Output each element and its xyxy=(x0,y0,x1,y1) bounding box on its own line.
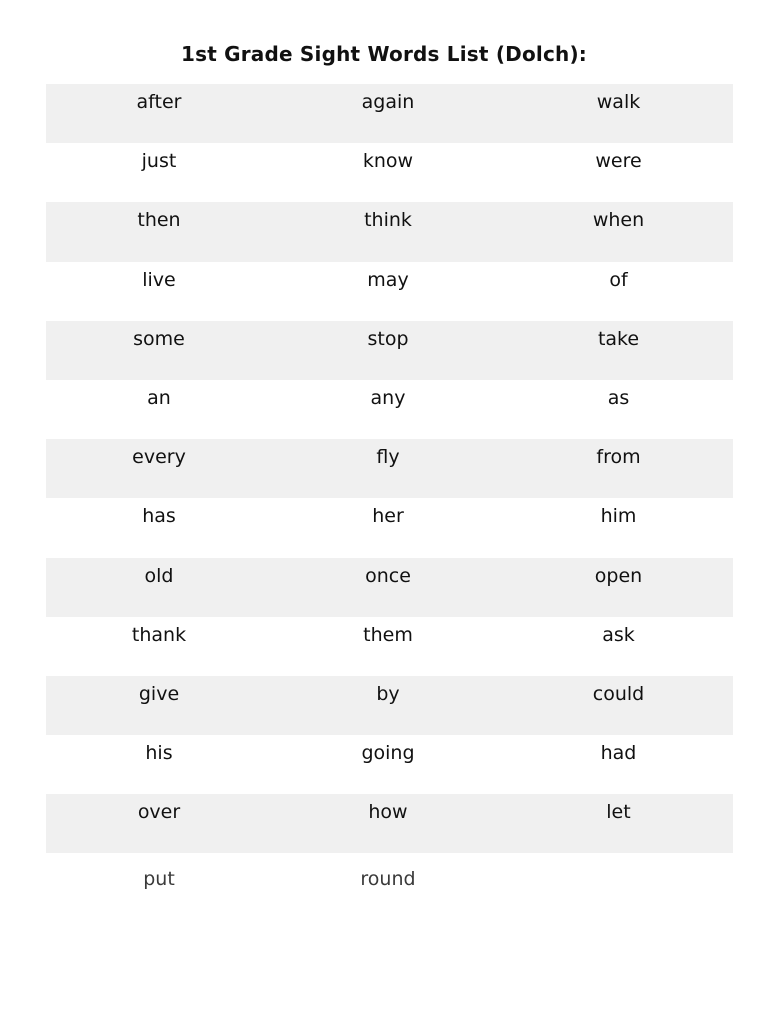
word-cell: thank xyxy=(131,623,187,646)
word-row xyxy=(46,735,733,794)
word-cell: every xyxy=(46,439,272,498)
word-cell: could xyxy=(504,676,733,735)
word-cell: then xyxy=(46,202,272,261)
word-row xyxy=(46,84,733,143)
word-cell: had xyxy=(600,742,637,765)
word-cell: may xyxy=(367,268,409,291)
word-row xyxy=(46,794,733,853)
word-cell: an xyxy=(147,386,171,409)
word-cell: by xyxy=(272,676,504,735)
word-cell: as xyxy=(607,386,630,409)
word-cell: how xyxy=(272,794,504,853)
word-cell: take xyxy=(504,321,733,380)
word-cell: fly xyxy=(272,439,504,498)
word-cell: walk xyxy=(504,84,733,143)
word-cell: her xyxy=(372,505,404,528)
word-cell: over xyxy=(46,794,272,853)
word-cell: give xyxy=(46,676,272,735)
word-cell: open xyxy=(504,558,733,617)
word-cell: put xyxy=(143,868,175,891)
word-row xyxy=(46,380,733,439)
word-cell: from xyxy=(504,439,733,498)
word-cell: some xyxy=(46,321,272,380)
word-row xyxy=(46,202,733,261)
word-cell: round xyxy=(360,868,416,891)
word-row xyxy=(46,262,733,321)
word-cell: of xyxy=(609,268,628,291)
word-row xyxy=(46,617,733,676)
word-cell: know xyxy=(362,150,414,173)
word-cell: live xyxy=(142,268,176,291)
word-row xyxy=(46,143,733,202)
sight-words-table xyxy=(46,84,733,921)
word-row xyxy=(46,321,733,380)
word-cell: when xyxy=(504,202,733,261)
word-cell: again xyxy=(272,84,504,143)
page-title: 1st Grade Sight Words List (Dolch): xyxy=(180,42,588,66)
word-cell: once xyxy=(272,558,504,617)
word-rows xyxy=(46,84,733,921)
word-row xyxy=(46,558,733,617)
word-cell: after xyxy=(46,84,272,143)
word-cell: stop xyxy=(272,321,504,380)
word-row xyxy=(46,439,733,498)
word-cell: has xyxy=(142,505,176,528)
word-cell: old xyxy=(46,558,272,617)
word-row xyxy=(46,853,733,920)
word-cell: just xyxy=(141,150,177,173)
word-cell: his xyxy=(145,742,173,765)
word-cell: him xyxy=(600,505,637,528)
word-cell: were xyxy=(595,150,642,173)
word-row xyxy=(46,498,733,557)
word-cell: think xyxy=(272,202,504,261)
word-cell: let xyxy=(504,794,733,853)
word-cell: them xyxy=(363,623,413,646)
word-cell xyxy=(504,853,733,920)
word-cell: any xyxy=(370,386,406,409)
word-cell: ask xyxy=(602,623,635,646)
word-row xyxy=(46,676,733,735)
word-cell: going xyxy=(361,742,415,765)
